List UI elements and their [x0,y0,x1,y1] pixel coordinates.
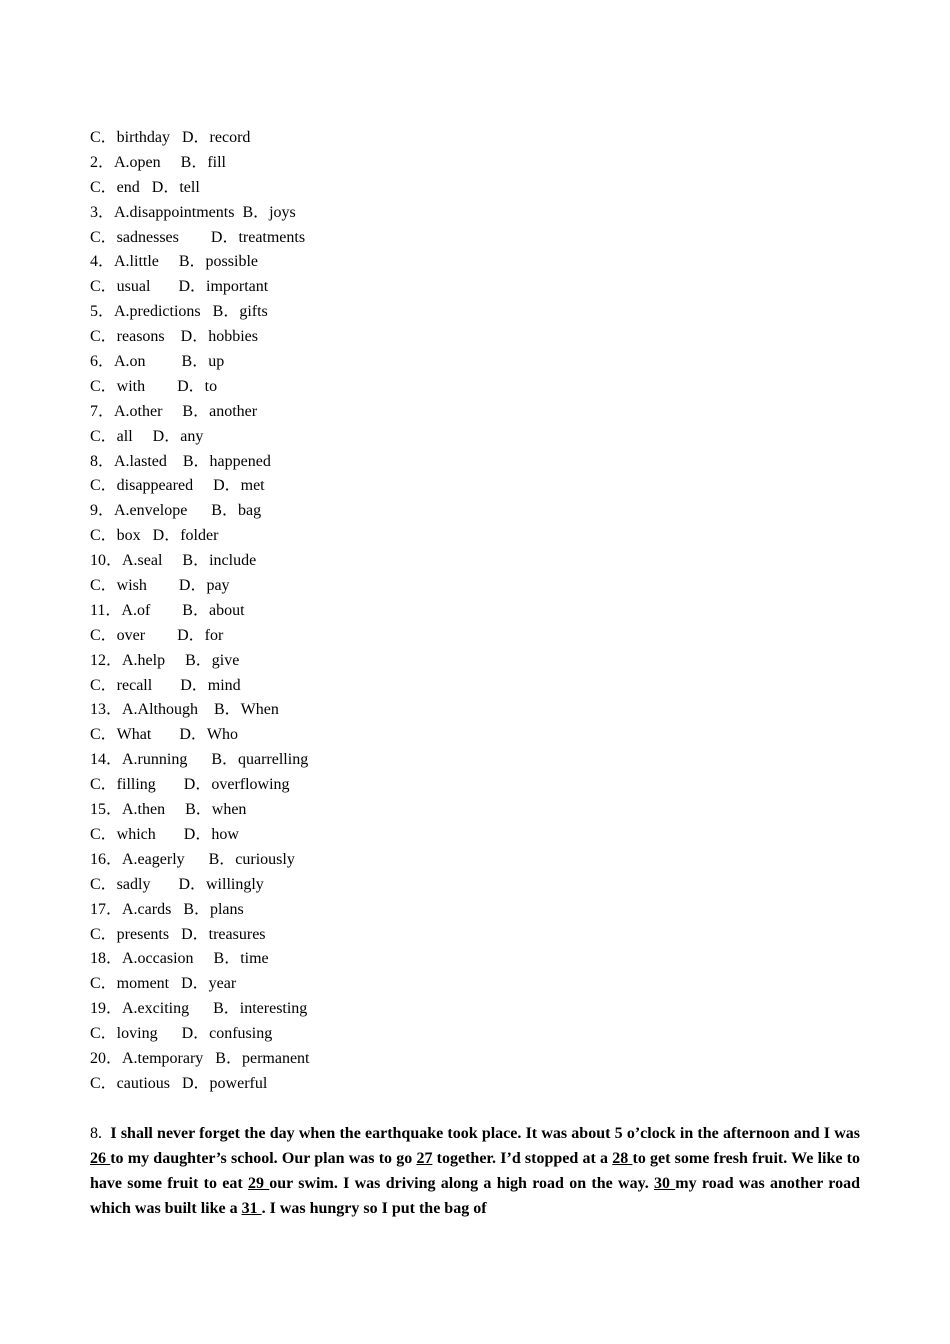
option-line: C．birthday D．record [90,129,251,146]
passage-text: to get some fresh fruit. We like to have some fruit to eat [90,1150,861,1192]
blank-26: 26 [90,1150,111,1167]
option-line: C．disappeared D．met [90,477,265,495]
option-line: C．wish D．pay [90,577,230,595]
option-line: 14．A.running B．quarrelling [90,751,309,769]
option-line: C．recall D．mind [90,676,241,694]
option-line: C．filling D．overflowing [90,776,290,794]
option-line: C．usual D．important [90,278,269,296]
option-line: C．which D．how [90,825,239,843]
option-line: C．end D．tell [90,178,200,196]
option-line: 17．A.cards B．plans [90,900,244,918]
option-line: 20．A.temporary B．permanent [90,1049,310,1067]
passage-text: to my daughter’s school. Our plan was to go [110,1150,417,1167]
option-line: C．with D．to [90,377,218,395]
option-line: C．all D．any [90,427,204,445]
blank-29: 29 [247,1175,270,1192]
passage-paragraph [90,1121,860,1221]
option-line: 7．A.other B．another [90,402,258,420]
question-number: 8. [90,1125,102,1142]
option-line: C．loving D．confusing [90,1025,273,1043]
option-line: C．cautious D．powerful [90,1074,268,1092]
option-line: 18．A.occasion B．time [90,950,269,968]
option-line: 12．A.help B．give [90,651,240,669]
option-line: 19．A.exciting B．interesting [90,1000,308,1018]
passage-text: our swim. I was driving along a high road on the way. [269,1175,654,1192]
answer-options-list [90,126,490,1097]
option-line: 9．A.envelope B．bag [90,502,262,520]
option-line: C．sadnesses D．treatments [90,228,306,246]
option-line: 15．A.then B．when [90,801,247,819]
option-line: 6．A.on B．up [90,353,225,371]
option-line: 16．A.eagerly B．curiously [90,850,295,868]
option-line: 13．A.Although B．When [90,701,279,719]
option-line: 11．A.of B．about [90,601,245,619]
blank-27: 27 [416,1150,433,1167]
option-line: C．over D．for [90,626,224,644]
option-line: C．What D．Who [90,726,238,744]
blank-30: 30 [654,1175,676,1192]
passage-text: together. I’d stopped at a [432,1150,613,1167]
option-line: C．sadly D．willingly [90,875,264,893]
option-line: 2．A.open B．fill [90,153,226,171]
passage-text: my road was another road which was built like a [90,1175,861,1217]
option-line: 5．A.predictions B．gifts [90,303,268,321]
blank-31: 31 [241,1200,262,1217]
option-line: C．presents D．treasures [90,925,266,943]
passage-text: I shall never forget the day when the earthquake took place. It was about 5 o’clock in the afternoon and I was [110,1125,861,1142]
option-line: 10．A.seal B．include [90,552,257,570]
blank-28: 28 [612,1150,633,1167]
option-line: 4．A.little B．possible [90,253,259,271]
option-line: C．reasons D．hobbies [90,328,258,346]
option-line: 8．A.lasted B．happened [90,452,271,470]
passage-text: . I was hungry so I put the bag of [261,1200,487,1217]
option-line: C．moment D．year [90,975,237,993]
option-line: 3．A.disappointments B．joys [90,203,296,221]
option-line: C．box D．folder [90,527,219,545]
